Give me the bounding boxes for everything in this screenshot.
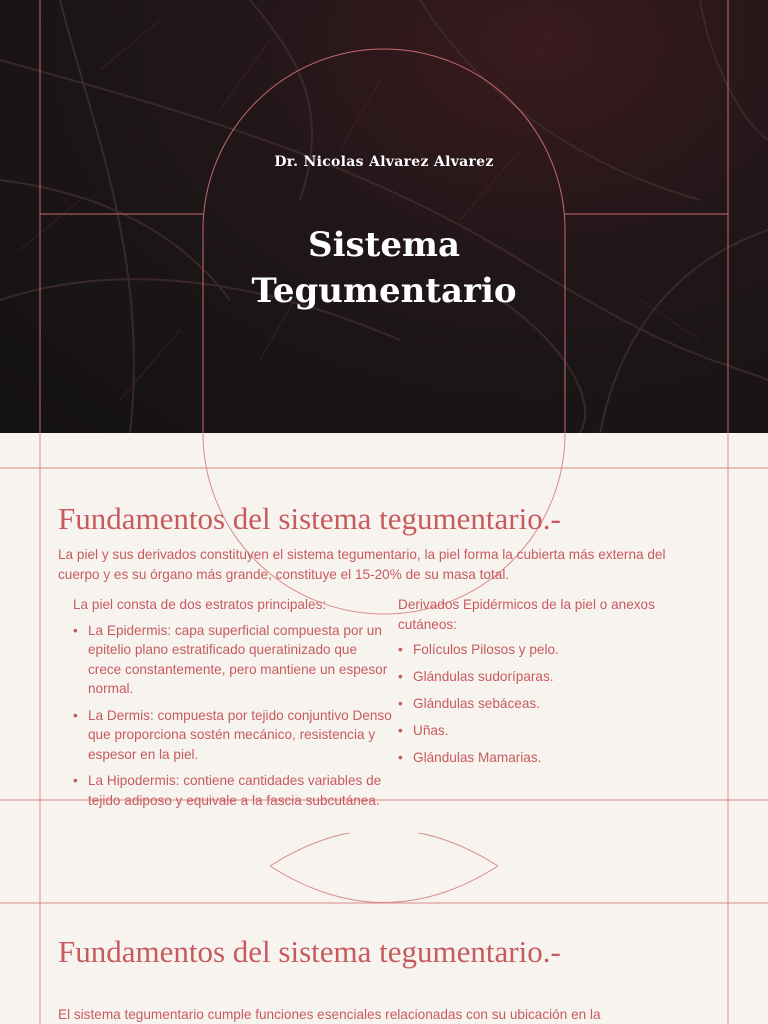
list-item: • Uñas.	[398, 721, 708, 741]
leaf-vein-background	[0, 0, 768, 433]
list-item: • Glándulas Mamarias.	[398, 748, 708, 768]
author-name: Dr. Nicolas Alvarez Alvarez	[274, 154, 494, 170]
skin-layers-column	[73, 595, 393, 817]
list-item: • Glándulas sebáceas.	[398, 694, 708, 714]
epidermal-derivatives-list	[398, 640, 708, 768]
list-item: • La Epidermis: capa superficial compuesta por un epitelio plano estratificado queratinizado que crece constantemente, pero mantiene un espesor normal.	[73, 621, 393, 699]
intro-paragraph: La piel y sus derivados constituyen el sistema tegumentario, la piel forma la cubierta más externa del cuerpo y es su órgano más grande, constituye el 15-20% de su masa total.	[58, 547, 666, 582]
cover-slide	[0, 0, 768, 433]
fundamentals-slide-1	[0, 433, 768, 833]
intro-paragraph: El sistema tegumentario cumple funciones esenciales relacionadas con su ubicación en la	[58, 1007, 601, 1022]
cover-title-line-2: Tegumentario	[251, 271, 517, 311]
section-heading: Fundamentos del sistema tegumentario.-	[58, 934, 561, 969]
section-heading: Fundamentos del sistema tegumentario.-	[58, 501, 561, 536]
skin-layers-lead: La piel consta de dos estratos principales:	[73, 597, 327, 612]
skin-layers-list	[73, 621, 393, 811]
epidermal-derivatives-lead: Derivados Epidérmicos de la piel o anexos cutáneos:	[398, 597, 655, 632]
list-item: • Folículos Pilosos y pelo.	[398, 640, 708, 660]
list-item: • Glándulas sudoríparas.	[398, 667, 708, 687]
fundamentals-slide-2	[0, 833, 768, 1024]
list-item: • La Hipodermis: contiene cantidades variables de tejido adiposo y equivale a la fascia subcutánea.	[73, 771, 393, 810]
list-item: • La Dermis: compuesta por tejido conjuntivo Denso que proporciona sostén mecánico, resistencia y espesor en la piel.	[73, 706, 393, 765]
epidermal-derivatives-column	[398, 595, 708, 775]
cover-title	[0, 222, 768, 314]
cover-title-line-1: Sistema	[308, 225, 460, 265]
decorative-frame	[0, 833, 768, 1024]
